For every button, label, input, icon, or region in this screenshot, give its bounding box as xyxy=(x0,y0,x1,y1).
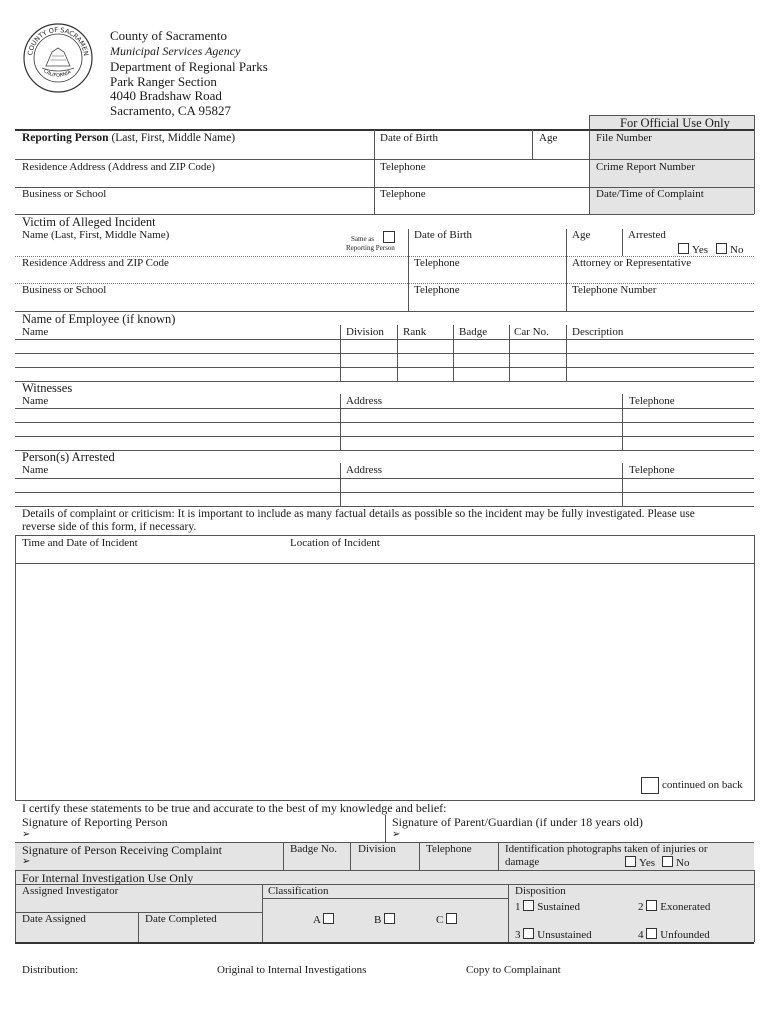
details-instructions-line1: Details of complaint or criticism: It is important to include as many factual details as possible so the incident may be fully investigated. Please use xyxy=(22,508,695,520)
file-number-label: File Number xyxy=(596,132,652,144)
arrested-col-telephone: Telephone xyxy=(629,464,675,476)
same-as-checkbox[interactable] xyxy=(383,231,395,243)
photos-yes-checkbox[interactable] xyxy=(625,856,636,867)
location-incident-label: Location of Incident xyxy=(290,537,380,549)
same-as-label-2: Reporting Person xyxy=(346,244,395,252)
county-seal xyxy=(22,22,94,94)
photos-label-2: damage xyxy=(505,856,540,868)
employee-col-rank: Rank xyxy=(403,326,427,338)
reporting-person-label: Reporting Person (Last, First, Middle Name) xyxy=(22,132,236,144)
victim-business-label: Business or School xyxy=(22,284,107,296)
seal-top-text: COUNTY OF SACRAMEN xyxy=(26,25,90,57)
reporting-dob-label: Date of Birth xyxy=(380,132,439,144)
official-use-title: For Official Use Only xyxy=(620,116,730,130)
victim-attorney-label: Attorney or Representative xyxy=(572,257,692,269)
county-name: County of Sacramento xyxy=(110,28,227,43)
crime-report-label: Crime Report Number xyxy=(596,161,695,173)
unfounded-checkbox[interactable] xyxy=(646,928,657,939)
sig-receiving-label: Signature of Person Receiving Complaint xyxy=(22,843,222,857)
exonerated-checkbox[interactable] xyxy=(646,900,657,911)
disposition-label: Disposition xyxy=(515,885,566,897)
witnesses-col-address: Address xyxy=(346,395,383,407)
employee-col-carno: Car No. xyxy=(514,326,549,338)
victim-section-title: Victim of Alleged Incident xyxy=(22,215,156,229)
reporting-business-label: Business or School xyxy=(22,188,107,200)
victim-telephone-label: Telephone xyxy=(414,257,460,269)
sig-parent-arrow: ➢ xyxy=(392,829,401,840)
arrested-no-option[interactable]: No xyxy=(716,243,743,256)
disposition-unsustained-option[interactable]: 3 Unsustained xyxy=(515,929,592,941)
date-completed-label: Date Completed xyxy=(145,913,217,925)
class-a-option[interactable]: A xyxy=(313,913,337,926)
badge-no-label: Badge No. xyxy=(290,843,338,855)
continued-on-back-checkbox[interactable] xyxy=(641,777,659,794)
class-c-option[interactable]: C xyxy=(436,913,460,926)
arrested-yes-checkbox[interactable] xyxy=(678,243,689,254)
assigned-investigator-label: Assigned Investigator xyxy=(22,885,119,897)
seal-bottom-text: CALIFORNIA xyxy=(42,68,73,79)
photos-label-1: Identification photographs taken of injuries or xyxy=(505,843,708,855)
distribution-label: Distribution: xyxy=(22,964,79,976)
classification-label: Classification xyxy=(268,885,329,897)
city-address: Sacramento, CA 95827 xyxy=(110,103,231,118)
sig-parent-label: Signature of Parent/Guardian (if under 18 years old) xyxy=(392,815,643,829)
section-name: Park Ranger Section xyxy=(110,74,217,89)
disposition-exonerated-option[interactable]: 2 Exonerated xyxy=(638,901,711,913)
arrested-col-address: Address xyxy=(346,464,383,476)
distribution-original: Original to Internal Investigations xyxy=(217,964,367,976)
employee-section-title: Name of Employee (if known) xyxy=(22,312,176,326)
unsustained-checkbox[interactable] xyxy=(523,928,534,939)
reporting-telephone2-label: Telephone xyxy=(380,188,426,200)
reporting-age-label: Age xyxy=(539,132,558,144)
time-date-incident-label: Time and Date of Incident xyxy=(22,537,138,549)
employee-col-name: Name xyxy=(22,326,49,338)
arrested-col-name: Name xyxy=(22,464,49,476)
same-as-label-1: Same as xyxy=(351,235,375,243)
date-assigned-label: Date Assigned xyxy=(22,913,86,925)
certify-statement: I certify these statements to be true and accurate to the best of my knowledge and belief: xyxy=(22,801,447,815)
photos-no-option[interactable]: No xyxy=(662,856,689,869)
victim-age-label: Age xyxy=(572,229,591,241)
internal-section-title: For Internal Investigation Use Only xyxy=(22,871,194,885)
agency-name: Municipal Services Agency xyxy=(110,44,241,58)
victim-name-label: Name (Last, First, Middle Name) xyxy=(22,229,170,241)
arrested-yes-option[interactable]: Yes xyxy=(678,243,708,256)
reporting-telephone-label: Telephone xyxy=(380,161,426,173)
witnesses-col-name: Name xyxy=(22,395,49,407)
witnesses-col-telephone: Telephone xyxy=(629,395,675,407)
date-time-complaint-label: Date/Time of Complaint xyxy=(596,188,704,200)
employee-col-division: Division xyxy=(346,326,384,338)
victim-telephone2-label: Telephone xyxy=(414,284,460,296)
victim-telephone-number-label: Telephone Number xyxy=(572,284,657,296)
employee-col-description: Description xyxy=(572,326,624,338)
sig-reporting-arrow: ➢ xyxy=(22,829,31,840)
distribution-copy: Copy to Complainant xyxy=(466,964,561,976)
street-address: 4040 Bradshaw Road xyxy=(110,88,222,103)
details-box[interactable] xyxy=(15,535,755,801)
disposition-unfounded-option[interactable]: 4 Unfounded xyxy=(638,929,710,941)
arrested-section-title: Person(s) Arrested xyxy=(22,450,115,464)
class-b-checkbox[interactable] xyxy=(384,913,395,924)
sig-receiving-arrow: ➢ xyxy=(22,856,31,867)
class-b-option[interactable]: B xyxy=(374,913,398,926)
receiving-division-label: Division xyxy=(358,843,396,855)
sustained-checkbox[interactable] xyxy=(523,900,534,911)
witnesses-section-title: Witnesses xyxy=(22,381,73,395)
disposition-sustained-option[interactable]: 1 Sustained xyxy=(515,901,581,913)
reporting-residence-label: Residence Address (Address and ZIP Code) xyxy=(22,161,215,173)
photos-yes-option[interactable]: Yes xyxy=(625,856,655,869)
victim-arrested-label: Arrested xyxy=(628,229,666,241)
receiving-telephone-label: Telephone xyxy=(426,843,472,855)
victim-dob-label: Date of Birth xyxy=(414,229,473,241)
details-instructions-line2: reverse side of this form, if necessary. xyxy=(22,521,197,533)
svg-text:COUNTY OF SACRAMENTO xyxy=(22,22,90,57)
continued-on-back-label: continued on back xyxy=(662,779,743,791)
employee-col-badge: Badge xyxy=(459,326,488,338)
sig-reporting-label: Signature of Reporting Person xyxy=(22,815,168,829)
class-c-checkbox[interactable] xyxy=(446,913,457,924)
class-a-checkbox[interactable] xyxy=(323,913,334,924)
victim-residence-label: Residence Address and ZIP Code xyxy=(22,257,169,269)
photos-no-checkbox[interactable] xyxy=(662,856,673,867)
arrested-no-checkbox[interactable] xyxy=(716,243,727,254)
department-name: Department of Regional Parks xyxy=(110,59,268,74)
